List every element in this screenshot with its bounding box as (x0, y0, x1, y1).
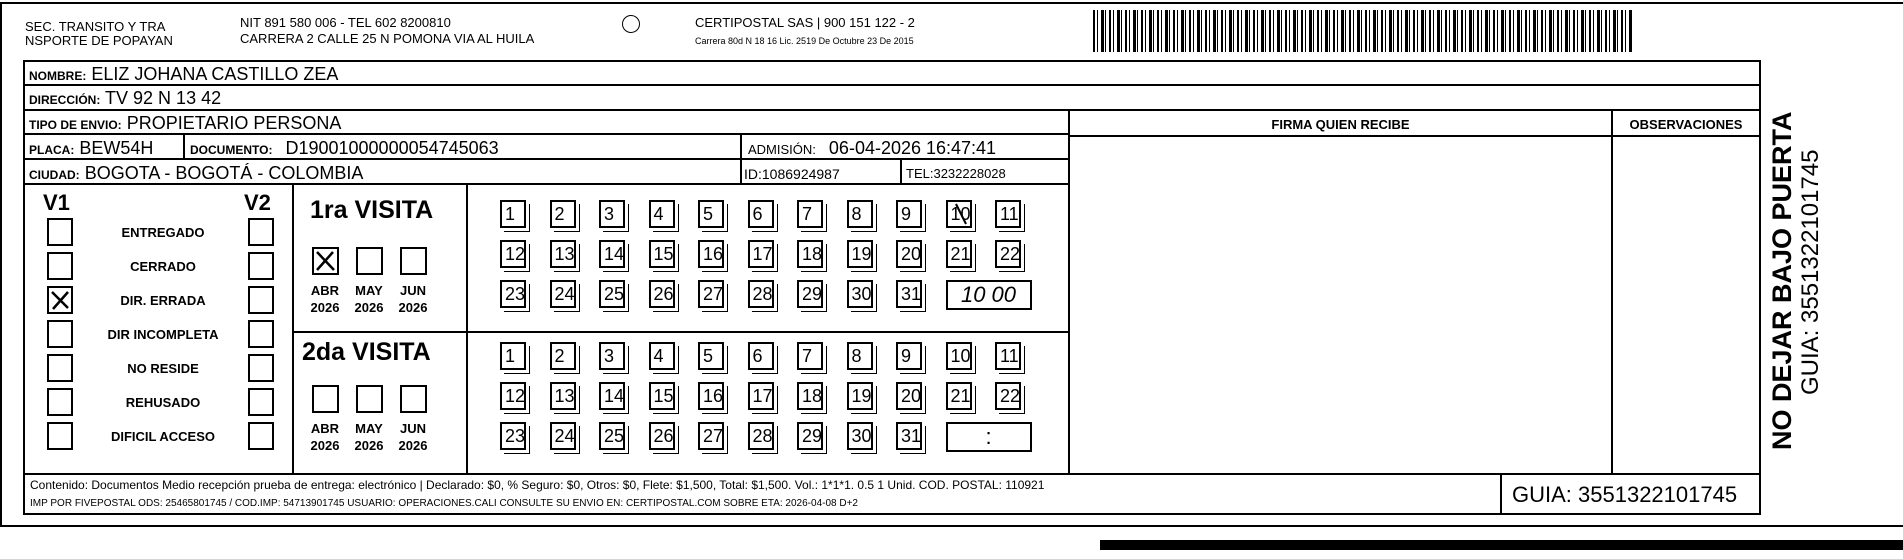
observations-header: OBSERVACIONES (1629, 117, 1743, 132)
v2-checkbox[interactable] (248, 218, 274, 246)
day-box[interactable]: 26 (649, 280, 675, 308)
day-box[interactable]: 3 (599, 200, 625, 228)
visits-divider (292, 331, 1068, 333)
bottom-bar (1100, 540, 1903, 550)
type-row (25, 111, 1070, 135)
status-option-label: CERRADO (130, 259, 196, 274)
day-box[interactable] (946, 200, 972, 228)
day-box[interactable]: 9 (896, 342, 922, 370)
day-box[interactable]: 29 (797, 422, 823, 450)
id-value: 1086924987 (761, 166, 840, 182)
footer-guide-divider (1500, 473, 1502, 515)
check-mark-icon (49, 288, 71, 312)
day-box[interactable]: 30 (847, 422, 873, 450)
v2-header: V2 (244, 190, 271, 215)
id-cell (744, 166, 840, 182)
side-guide: GUIA: 3551322101745 (1797, 149, 1824, 395)
day-box[interactable]: 2 (550, 200, 576, 228)
no-dejar-notice: NO DEJAR BAJO PUERTA (1767, 111, 1797, 450)
tel-label: TEL: (906, 166, 934, 181)
day-box[interactable]: 4 (649, 342, 675, 370)
status-option-label: DIFICIL ACCESO (110, 429, 215, 444)
v2-checkbox[interactable] (248, 286, 274, 314)
status-divider (292, 185, 294, 473)
signature-header: FIRMA QUIEN RECIBE (1271, 117, 1410, 132)
month-checkbox[interactable] (400, 247, 427, 275)
day-box[interactable]: 1 (500, 200, 526, 228)
sender-line2: NSPORTE DE POPAYAN (25, 33, 173, 48)
v1-checkbox[interactable] (47, 388, 73, 416)
day-box[interactable]: 22 (995, 382, 1021, 410)
v1-checkbox[interactable] (47, 354, 73, 382)
day-box[interactable]: 16 (698, 240, 724, 268)
day-box[interactable]: 7 (797, 200, 823, 228)
status-option-label: NO RESIDE (127, 361, 199, 376)
day-box[interactable]: 19 (847, 382, 873, 410)
day-box[interactable]: 31 (896, 422, 922, 450)
day-box[interactable]: 28 (748, 280, 774, 308)
year-label: 2026 (398, 300, 428, 315)
year-label: 2026 (310, 438, 340, 453)
day-box[interactable]: 23 (500, 422, 526, 450)
recipient-name: ELIZ JOHANA CASTILLO ZEA (91, 64, 339, 84)
day-box[interactable]: 17 (748, 240, 774, 268)
day-box[interactable]: 12 (500, 382, 526, 410)
v2-checkbox[interactable] (248, 422, 274, 450)
day-box[interactable]: 15 (649, 240, 675, 268)
day-box[interactable]: 9 (896, 200, 922, 228)
day-box[interactable]: 6 (748, 342, 774, 370)
sender-nit: NIT 891 580 006 - TEL 602 8200810 (240, 15, 451, 30)
day-box[interactable]: 11 (995, 200, 1021, 228)
time-field[interactable]: 10 00 (946, 280, 1032, 310)
barcode (1093, 10, 1633, 52)
day-box[interactable]: 14 (599, 240, 625, 268)
check-mark-icon (950, 202, 972, 226)
company-name: CERTIPOSTAL SAS | 900 151 122 - 2 (695, 15, 915, 30)
sender-address: CARRERA 2 CALLE 25 N POMONA VIA AL HUILA (240, 31, 535, 46)
day-box[interactable]: 27 (698, 280, 724, 308)
tel-divider (900, 160, 902, 185)
company-license: Carrera 80d N 18 16 Lic. 2519 De Octubre 23 De 2015 (695, 36, 914, 46)
day-box[interactable]: 25 (599, 280, 625, 308)
status-option-label: DIR INCOMPLETA (107, 327, 219, 342)
day-box[interactable]: 18 (797, 240, 823, 268)
address-row (25, 86, 1759, 111)
day-box[interactable]: 1 (500, 342, 526, 370)
day-number: 10 (950, 204, 971, 224)
left-edge-line (0, 2, 2, 527)
shipment-type: PROPIETARIO PERSONA (126, 113, 342, 133)
top-edge-line (0, 2, 1903, 4)
status-option-label: DIR. ERRADA (120, 293, 206, 308)
day-box[interactable]: 19 (847, 240, 873, 268)
tel-value: 3232228028 (933, 166, 1006, 181)
day-box[interactable]: 8 (847, 342, 873, 370)
day-box[interactable]: 16 (698, 382, 724, 410)
id-label: ID: (744, 166, 762, 182)
day-box[interactable]: 6 (748, 200, 774, 228)
day-box[interactable]: 27 (698, 422, 724, 450)
year-label: 2026 (398, 438, 428, 453)
v2-checkbox[interactable] (248, 354, 274, 382)
city-value: BOGOTA - BOGOTÁ - COLOMBIA (84, 163, 364, 183)
day-box[interactable]: 5 (698, 200, 724, 228)
time-field[interactable]: : (946, 422, 1032, 452)
month-label: ABR (310, 283, 340, 298)
year-label: 2026 (354, 438, 384, 453)
month-label: ABR (310, 421, 340, 436)
observations-area[interactable] (1613, 137, 1759, 473)
day-box[interactable]: 7 (797, 342, 823, 370)
month-label: MAY (355, 283, 383, 298)
day-box[interactable]: 25 (599, 422, 625, 450)
city-label: CIUDAD: (29, 168, 80, 182)
recipient-address: TV 92 N 13 42 (105, 88, 222, 108)
doc-cell (190, 138, 499, 159)
admission-value: 06-04-2026 16:47:41 (828, 138, 997, 158)
month-checkbox[interactable] (356, 247, 383, 275)
status-option-label: REHUSADO (125, 395, 201, 410)
day-box[interactable]: 13 (550, 382, 576, 410)
month-checkbox[interactable] (312, 247, 339, 275)
v1-header: V1 (43, 190, 70, 215)
admission-label: ADMISIÓN: (748, 142, 816, 157)
plate-label: PLACA: (29, 143, 75, 157)
year-label: 2026 (310, 300, 340, 315)
day-box[interactable]: 5 (698, 342, 724, 370)
day-box[interactable]: 30 (847, 280, 873, 308)
v1-checkbox[interactable] (47, 320, 73, 348)
v2-checkbox[interactable] (248, 388, 274, 416)
day-box[interactable]: 10 (946, 342, 972, 370)
certipostal-logo-icon (622, 15, 640, 33)
tel-cell (906, 166, 1006, 181)
bottom-edge-line (0, 525, 1903, 527)
day-box[interactable]: 31 (896, 280, 922, 308)
day-box[interactable]: 8 (847, 200, 873, 228)
day-box[interactable]: 21 (946, 240, 972, 268)
footer-content: Contenido: Documentos Medio recepción prueba de entrega: electrónico | Declarado: $0, % Seguro: $0, Otros: $0, Flete: $1,500, Total: $1,500. Vol.: 1*1*1. 0.5 1 Unid. COD. POSTAL: 110921 (30, 478, 1045, 492)
footer-line (25, 473, 1759, 475)
address-label: DIRECCIÓN: (29, 93, 101, 107)
month-checkbox[interactable] (356, 385, 383, 413)
v1-checkbox[interactable] (47, 218, 73, 246)
day-box[interactable]: 4 (649, 200, 675, 228)
day-box[interactable]: 29 (797, 280, 823, 308)
day-box[interactable]: 21 (946, 382, 972, 410)
day-box[interactable]: 15 (649, 382, 675, 410)
signature-area[interactable] (1070, 137, 1611, 473)
name-row (25, 62, 1759, 86)
month-label: JUN (399, 283, 426, 298)
first-visit-title: 1ra VISITA (310, 196, 434, 224)
day-box[interactable]: 22 (995, 240, 1021, 268)
year-label: 2026 (354, 300, 384, 315)
v1-checkbox[interactable] (47, 252, 73, 280)
day-box[interactable]: 14 (599, 382, 625, 410)
month-checkbox[interactable] (312, 385, 339, 413)
day-box[interactable]: 2 (550, 342, 576, 370)
status-option-label: ENTREGADO (121, 225, 205, 240)
plate-divider (183, 135, 185, 160)
day-box[interactable]: 28 (748, 422, 774, 450)
check-mark-icon (314, 249, 337, 273)
day-box[interactable]: 20 (896, 382, 922, 410)
day-box[interactable]: 24 (550, 280, 576, 308)
type-label: TIPO DE ENVIO: (29, 118, 122, 132)
day-box[interactable]: 17 (748, 382, 774, 410)
v2-checkbox[interactable] (248, 252, 274, 280)
footer-guide: GUIA: 3551322101745 (1512, 482, 1738, 507)
v1-checkbox[interactable] (47, 422, 73, 450)
footer-print-info: IMP POR FIVEPOSTAL ODS: 25465801745 / COD.IMP: 54713901745 USUARIO: OPERACIONES.CALI CONSULTE SU ENVIO EN: CERTIPOSTAL.COM SOBRE ETA: 2026-04-08 D+2 (30, 498, 858, 509)
name-label: NOMBRE: (29, 69, 87, 83)
day-box[interactable]: 3 (599, 342, 625, 370)
day-box[interactable]: 18 (797, 382, 823, 410)
month-label: JUN (399, 421, 426, 436)
day-box[interactable]: 12 (500, 240, 526, 268)
day-box[interactable]: 11 (995, 342, 1021, 370)
v1-checkbox[interactable] (47, 286, 73, 314)
second-visit-title: 2da VISITA (302, 338, 431, 366)
plate-value: BEW54H (79, 138, 154, 158)
month-checkbox[interactable] (400, 385, 427, 413)
v2-checkbox[interactable] (248, 320, 274, 348)
months-divider (466, 185, 468, 473)
doc-value: D19001000000054745063 (285, 138, 499, 158)
day-box[interactable]: 26 (649, 422, 675, 450)
day-box[interactable]: 24 (550, 422, 576, 450)
sender-line1: SEC. TRANSITO Y TRA (25, 19, 166, 34)
month-label: MAY (355, 421, 383, 436)
doc-label: DOCUMENTO: (190, 143, 273, 157)
admission-cell (748, 138, 996, 159)
day-box[interactable]: 23 (500, 280, 526, 308)
day-box[interactable]: 13 (550, 240, 576, 268)
day-box[interactable]: 20 (896, 240, 922, 268)
